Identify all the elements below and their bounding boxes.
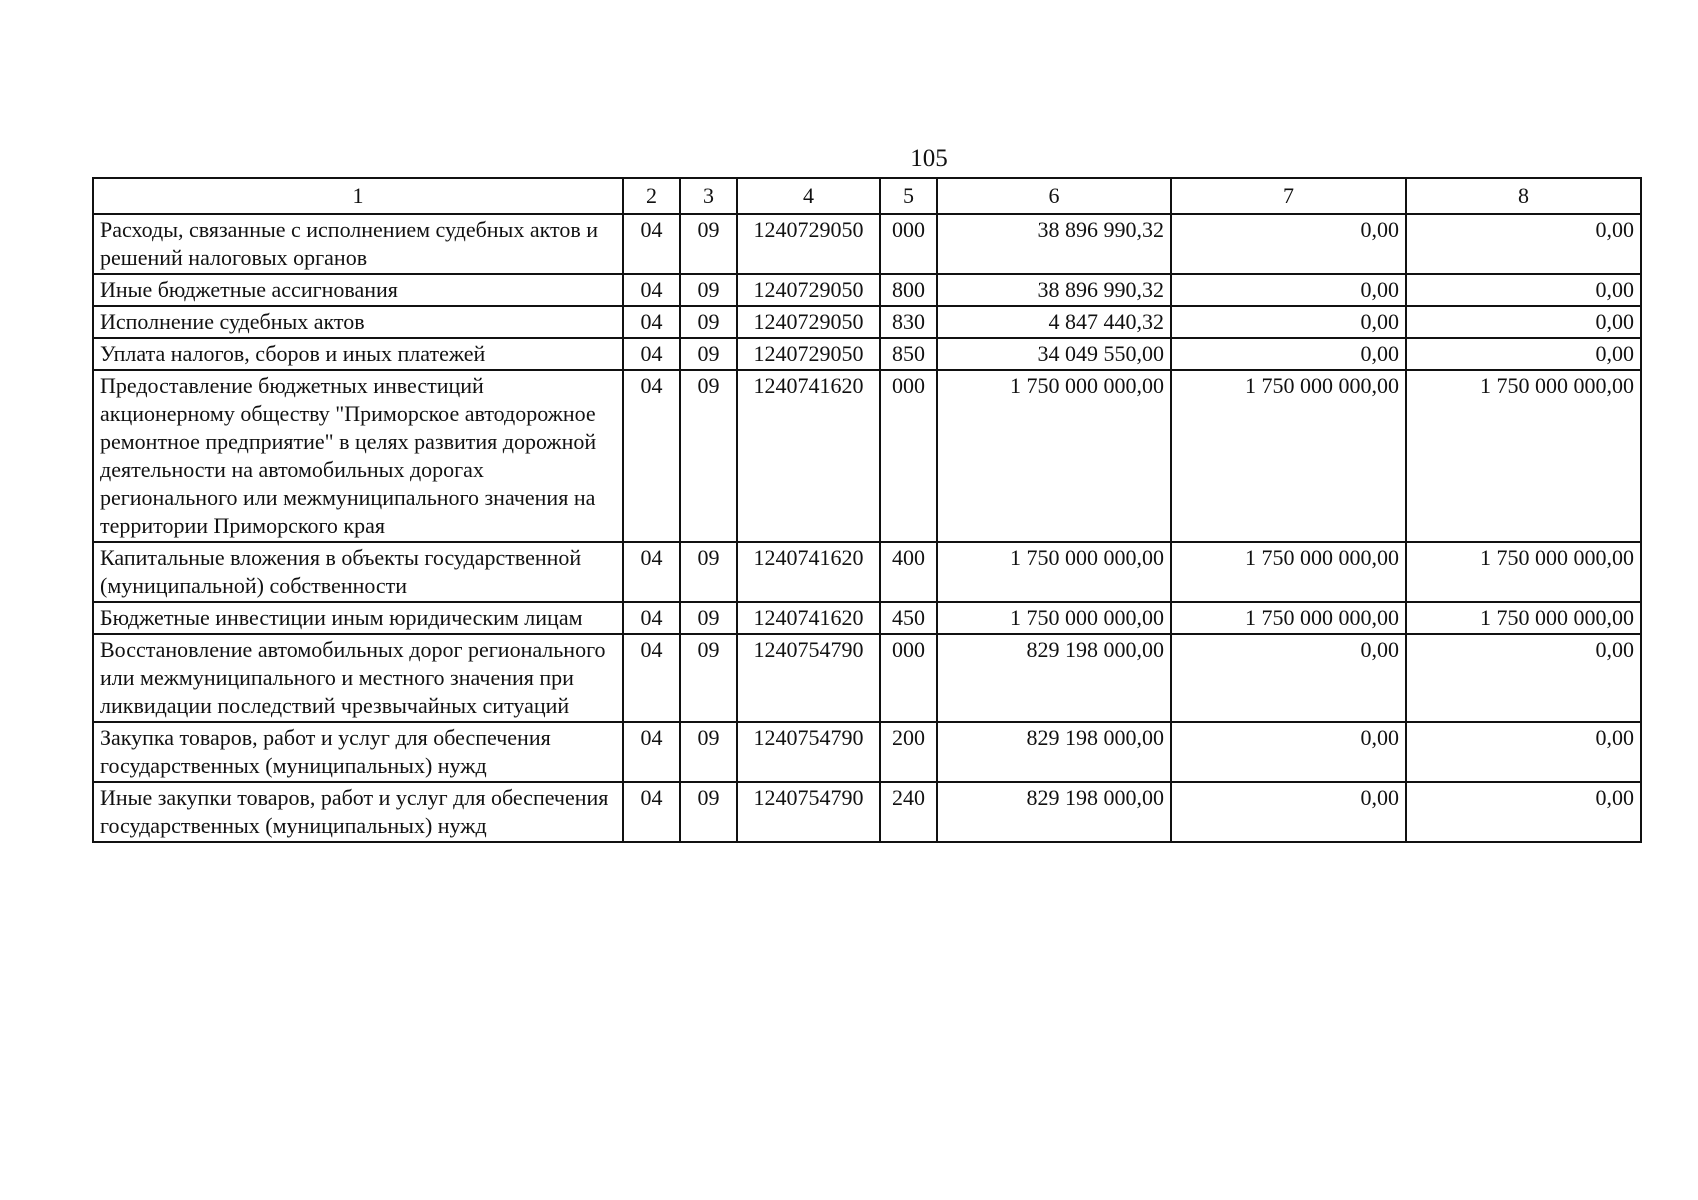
column-header: 7: [1171, 178, 1406, 214]
amount-col6: 829 198 000,00: [937, 782, 1171, 842]
subsection-code: 09: [680, 542, 737, 602]
subsection-code: 09: [680, 602, 737, 634]
budget-table: [92, 177, 1642, 843]
column-header: 2: [623, 178, 680, 214]
amount-col8: 0,00: [1406, 782, 1641, 842]
table-row: [93, 214, 1641, 274]
column-header: 1: [93, 178, 623, 214]
subsection-code: 09: [680, 338, 737, 370]
row-name: Исполнение судебных актов: [93, 306, 623, 338]
target-article-code: 1240729050: [737, 306, 880, 338]
amount-col7: 1 750 000 000,00: [1171, 370, 1406, 542]
table-row: [93, 722, 1641, 782]
subsection-code: 09: [680, 634, 737, 722]
target-article-code: 1240754790: [737, 634, 880, 722]
amount-col8: 0,00: [1406, 338, 1641, 370]
table-row: [93, 306, 1641, 338]
amount-col8: 0,00: [1406, 722, 1641, 782]
section-code: 04: [623, 602, 680, 634]
expense-type-code: 200: [880, 722, 937, 782]
column-header: 4: [737, 178, 880, 214]
section-code: 04: [623, 542, 680, 602]
header-row: [93, 178, 1641, 214]
row-name: Иные бюджетные ассигнования: [93, 274, 623, 306]
section-code: 04: [623, 634, 680, 722]
subsection-code: 09: [680, 722, 737, 782]
expense-type-code: 240: [880, 782, 937, 842]
column-header: 6: [937, 178, 1171, 214]
section-code: 04: [623, 722, 680, 782]
table-row: [93, 274, 1641, 306]
amount-col7: 1 750 000 000,00: [1171, 542, 1406, 602]
subsection-code: 09: [680, 306, 737, 338]
amount-col8: 1 750 000 000,00: [1406, 602, 1641, 634]
table-row: [93, 370, 1641, 542]
target-article-code: 1240729050: [737, 338, 880, 370]
expense-type-code: 830: [880, 306, 937, 338]
target-article-code: 1240754790: [737, 722, 880, 782]
row-name: Уплата налогов, сборов и иных платежей: [93, 338, 623, 370]
amount-col8: 1 750 000 000,00: [1406, 542, 1641, 602]
amount-col6: 4 847 440,32: [937, 306, 1171, 338]
amount-col8: 0,00: [1406, 306, 1641, 338]
table-row: [93, 338, 1641, 370]
section-code: 04: [623, 782, 680, 842]
section-code: 04: [623, 214, 680, 274]
amount-col8: 0,00: [1406, 634, 1641, 722]
amount-col6: 1 750 000 000,00: [937, 542, 1171, 602]
amount-col7: 0,00: [1171, 338, 1406, 370]
amount-col7: 0,00: [1171, 634, 1406, 722]
subsection-code: 09: [680, 370, 737, 542]
expense-type-code: 000: [880, 214, 937, 274]
amount-col7: 0,00: [1171, 722, 1406, 782]
section-code: 04: [623, 338, 680, 370]
section-code: 04: [623, 370, 680, 542]
section-code: 04: [623, 274, 680, 306]
target-article-code: 1240741620: [737, 542, 880, 602]
subsection-code: 09: [680, 214, 737, 274]
amount-col6: 38 896 990,32: [937, 214, 1171, 274]
amount-col7: 0,00: [1171, 274, 1406, 306]
column-header: 8: [1406, 178, 1641, 214]
table-row: [93, 602, 1641, 634]
amount-col6: 829 198 000,00: [937, 722, 1171, 782]
amount-col8: 1 750 000 000,00: [1406, 370, 1641, 542]
table-row: [93, 542, 1641, 602]
target-article-code: 1240729050: [737, 214, 880, 274]
amount-col7: 0,00: [1171, 214, 1406, 274]
amount-col6: 1 750 000 000,00: [937, 602, 1171, 634]
target-article-code: 1240754790: [737, 782, 880, 842]
row-name: Бюджетные инвестиции иным юридическим лицам: [93, 602, 623, 634]
row-name: Расходы, связанные с исполнением судебных актов и решений налоговых органов: [93, 214, 623, 274]
expense-type-code: 400: [880, 542, 937, 602]
column-header: 3: [680, 178, 737, 214]
target-article-code: 1240741620: [737, 602, 880, 634]
page-number: 105: [910, 145, 948, 172]
row-name: Иные закупки товаров, работ и услуг для обеспечения государственных (муниципальных) нужд: [93, 782, 623, 842]
column-header: 5: [880, 178, 937, 214]
target-article-code: 1240741620: [737, 370, 880, 542]
expense-type-code: 000: [880, 634, 937, 722]
table-row: [93, 634, 1641, 722]
amount-col7: 1 750 000 000,00: [1171, 602, 1406, 634]
section-code: 04: [623, 306, 680, 338]
amount-col6: 829 198 000,00: [937, 634, 1171, 722]
expense-type-code: 000: [880, 370, 937, 542]
subsection-code: 09: [680, 782, 737, 842]
table-row: [93, 782, 1641, 842]
row-name: Восстановление автомобильных дорог регионального или межмуниципального и местного значения при ликвидации последствий чрезвычайных ситуаций: [93, 634, 623, 722]
amount-col6: 34 049 550,00: [937, 338, 1171, 370]
target-article-code: 1240729050: [737, 274, 880, 306]
amount-col7: 0,00: [1171, 782, 1406, 842]
row-name: Закупка товаров, работ и услуг для обеспечения государственных (муниципальных) нужд: [93, 722, 623, 782]
row-name: Капитальные вложения в объекты государственной (муниципальной) собственности: [93, 542, 623, 602]
amount-col6: 1 750 000 000,00: [937, 370, 1171, 542]
subsection-code: 09: [680, 274, 737, 306]
expense-type-code: 450: [880, 602, 937, 634]
amount-col8: 0,00: [1406, 214, 1641, 274]
expense-type-code: 850: [880, 338, 937, 370]
expense-type-code: 800: [880, 274, 937, 306]
amount-col6: 38 896 990,32: [937, 274, 1171, 306]
amount-col8: 0,00: [1406, 274, 1641, 306]
amount-col7: 0,00: [1171, 306, 1406, 338]
row-name: Предоставление бюджетных инвестиций акционерному обществу "Приморское автодорожное ремонтное предприятие" в целях развития дорожной деятельности на автомобильных дорогах регионального или межмуниципального значения на территории Приморского края: [93, 370, 623, 542]
